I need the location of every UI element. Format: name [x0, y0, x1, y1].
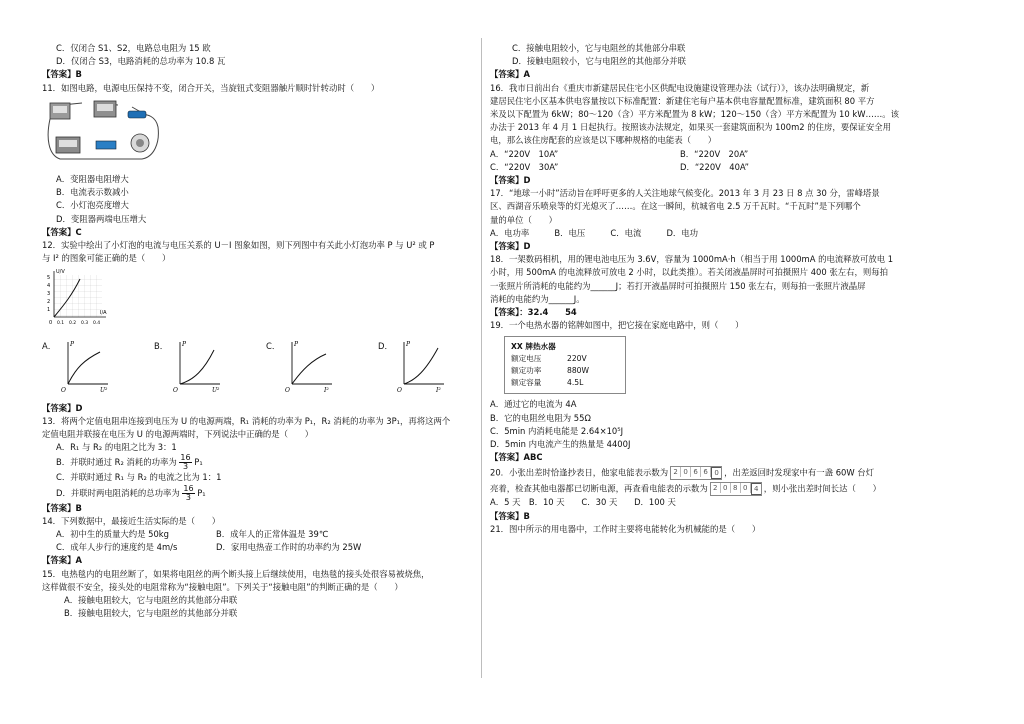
left-column [42, 42, 474, 620]
nameplate-row [511, 353, 619, 365]
circuit-photo [42, 97, 166, 165]
q17-line1: 17．“地球一小时”活动旨在呼吁更多的人关注地球气候变化。2013 年 3 月 23 日 8 点 30 分，雷峰塔景 [490, 188, 880, 199]
q12-stem-line1: 12．实验中绘出了小灯泡的电流与电压关系的 U－I 图象如图，则下列图中有关此小灯泡功率 P 与 U² 或 P [42, 240, 435, 251]
q14-row2 [42, 541, 474, 554]
q13-option-d-unit: P₁ [197, 487, 206, 498]
q16-line3: 米及以下配置为 6kW；80～120（含）平方米配置为 8 kW；120～150（含）平方米配置为 10 kW……。该 [490, 109, 900, 120]
q16-row1 [490, 148, 930, 161]
q20-options: A．5 天 B．10 天 C．30 天 D．100 天 [490, 497, 676, 508]
q20-answer: 【答案】B [490, 510, 530, 521]
meter-reading-end [710, 482, 762, 496]
nameplate-title: XX 牌热水器 [511, 342, 556, 352]
frac-num: 16 [180, 453, 191, 463]
option-label: A． [42, 340, 57, 351]
q13-option-a: A．R₁ 与 R₂ 的电阻之比为 3：1 [56, 442, 177, 453]
q19-option-b: B．它的电阻丝电阻为 55Ω [490, 412, 591, 423]
digit: 2 [711, 483, 721, 493]
origin: O [397, 386, 402, 394]
q17-line3: 量的单位（ ） [490, 214, 557, 225]
q13-option-c: C．并联时通过 R₁ 与 R₂ 的电流之比为 1：1 [56, 472, 222, 483]
nameplate-value: 4.5L [567, 378, 584, 388]
q15-option-a: A．接触电阻较大，它与电阻丝的其他部分串联 [64, 595, 238, 606]
q11-answer: 【答案】C [42, 226, 82, 237]
q12-option-c [266, 338, 336, 394]
q12-answer: 【答案】D [42, 402, 83, 413]
digit: 4 [751, 483, 761, 495]
q16-row2 [490, 161, 930, 174]
q11-option-c: C．小灯泡亮度增大 [56, 200, 129, 211]
right-column [490, 42, 930, 536]
graph-xlabel: I/A [100, 310, 107, 317]
q16-option-d: D．“220V 40A” [680, 161, 749, 172]
q13-answer: 【答案】B [42, 502, 82, 513]
q16-option-a: A．“220V 10A” [490, 148, 559, 159]
digit: 0 [711, 467, 721, 479]
ytick-3: 3 [47, 291, 51, 298]
x-label: I² [324, 386, 329, 394]
graph-ylabel: U/V [56, 269, 65, 276]
xtick-4: 0.4 [93, 321, 101, 327]
q18-line2: 小时，用 500mA 的电流释放可放电 2 小时，以此类推）。若关闭液晶屏时可拍摄照片 400 张左右，则每拍 [490, 267, 888, 278]
ytick-2: 2 [47, 299, 51, 306]
heater-nameplate [504, 336, 626, 394]
xtick-2: 0.2 [69, 321, 77, 327]
q10-option-d: D．仅闭合 S3，电路消耗的总功率为 10.8 瓦 [56, 56, 226, 67]
q15-stem-line2: 这样做很不安全，接头处的电阻常称为“接触电阻”。下列关于“接触电阻”的判断正确的是（ ） [42, 581, 403, 592]
origin: O [173, 386, 178, 394]
q10-option-c: C．仅闭合 S1、S2，电路总电阻为 15 欧 [56, 43, 211, 53]
x-label: U² [100, 386, 108, 394]
q12-option-b [154, 338, 224, 394]
q19-answer: 【答案】ABC [490, 452, 543, 463]
q14-answer: 【答案】A [42, 555, 82, 566]
q20-line2-tail: ，则小张出差时间长达（ ） [763, 483, 881, 494]
fraction [182, 485, 194, 502]
q11-option-b: B．电流表示数减小 [56, 187, 129, 198]
digit: 0 [681, 467, 691, 477]
q17-line2: 区、西湖音乐喷泉等的灯光熄灭了……。在这一瞬间，杭城省电 2.5 万千瓦时。“千瓦时”是下列哪个 [490, 201, 861, 212]
graph-b [172, 338, 224, 394]
q12-option-a [42, 338, 112, 394]
origin: O [61, 386, 66, 394]
q11-option-a: A．变阻器电阻增大 [56, 174, 129, 185]
q13-stem-line2: 定值电阻并联接在电压为 U 的电源两端时，下列说法中正确的是（ ） [42, 429, 314, 440]
q15-option-d: D．接触电阻较小，它与电阻丝的其他部分并联 [512, 56, 686, 67]
q11-circuit-figure [42, 97, 474, 169]
q16-line4: 办法于 2013 年 4 月 1 日起执行。按照该办法规定，如果买一套建筑面积为 100m2 的住房，要保证安全用 [490, 122, 891, 133]
q19-stem: 19．一个电热水器的铭牌如图中，把它接在家庭电路中，则（ ） [490, 320, 744, 331]
q20-line1 [490, 466, 930, 480]
q14-option-a: A．初中生的质量大约是 50kg [56, 529, 169, 540]
ytick-1: 1 [47, 307, 51, 314]
option-label: D． [378, 340, 393, 351]
q13-option-d [42, 485, 474, 502]
q15-option-c: C．接触电阻较小，它与电阻丝的其他部分串联 [512, 43, 686, 53]
ytick-4: 4 [47, 283, 51, 290]
graph-a [60, 338, 112, 394]
frac-num: 16 [183, 483, 194, 493]
q10-answer: 【答案】B [42, 69, 82, 80]
q13-option-b-text: B．并联时通过 R₂ 消耗的功率为 [56, 457, 177, 468]
q11-stem: 11．如图电路，电源电压保持不变，闭合开关，当旋钮式变阻器触片顺时针转动时（ ） [42, 82, 380, 93]
q18-line1: 18．一架数码相机，用的锂电池电压为 3.6V，容量为 1000mA·h（相当于用 1000mA 的电流释放可放电 1 [490, 254, 894, 265]
y-label: P [182, 340, 187, 348]
q19-option-d: D．5min 内电流产生的热量是 4400J [490, 439, 631, 450]
q15-answer: 【答案】A [490, 69, 530, 80]
q17-answer: 【答案】D [490, 241, 531, 252]
q13-option-d-text: D．并联时两电阻消耗的总功率为 [56, 487, 180, 498]
y-label: P [294, 340, 299, 348]
q12-option-d [378, 338, 448, 394]
nameplate-key: 额定功率 [511, 366, 542, 376]
digit: 8 [731, 483, 741, 493]
graph-d [396, 338, 448, 394]
nameplate-key: 额定电压 [511, 354, 542, 364]
digit: 0 [741, 483, 751, 493]
q13-option-b [42, 454, 474, 471]
q15-option-b: B．接触电阻较大，它与电阻丝的其他部分并联 [64, 608, 238, 619]
ytick-5: 5 [47, 275, 51, 282]
q14-stem: 14．下列数据中，最接近生活实际的是（ ） [42, 515, 221, 526]
y-label: P [70, 340, 75, 348]
q16-line5: 电，那么该住房配套的应该是以下哪种规格的电能表（ ） [490, 135, 717, 146]
nameplate-key: 额定容量 [511, 378, 542, 388]
origin: O [285, 386, 290, 394]
q12-stem-line2: 与 I² 的图象可能正确的是（ ） [42, 253, 171, 264]
xtick-3: 0.3 [81, 321, 89, 327]
q18-line3: 一张照片所消耗的电能约为______J；若打开液晶屏时可拍摄照片 150 张左右，则每拍一张照片液晶屏 [490, 280, 866, 291]
graph-c [284, 338, 336, 394]
q18-line4: 消耗的电能约为______J。 [490, 293, 585, 304]
q19-option-c: C．5min 内消耗电能是 2.64×10⁵J [490, 425, 624, 436]
q14-row1 [42, 528, 474, 541]
q14-option-d: D．家用电热壶工作时的功率约为 25W [216, 542, 362, 553]
x-label: I² [436, 386, 441, 394]
q19-option-a: A．通过它的电流为 4A [490, 399, 577, 410]
ui-graph [42, 267, 112, 329]
q17-options: A．电功率 B．电压 C．电流 D．电功 [490, 227, 699, 238]
q21-stem: 21．图中所示的用电器中，工作时主要将电能转化为机械能的是（ ） [490, 523, 761, 534]
frac-den: 3 [182, 462, 189, 472]
frac-den: 3 [185, 492, 192, 502]
q14-option-c: C．成年人步行的速度约是 4m/s [56, 542, 178, 553]
digit: 0 [721, 483, 731, 493]
q20-line1-text: 20．小张出差时恰逢抄表日，他家电能表示数为 [490, 467, 669, 478]
q20-line1-tail: ，出差返回时发现家中有一盏 60W 台灯 [724, 467, 875, 478]
q20-line2-text: 亮着，检查其他电器都已切断电源，再查看电能表的示数为 [490, 483, 708, 494]
q11-option-d: D．变阻器两端电压增大 [56, 213, 147, 224]
digit: 2 [671, 467, 681, 477]
q15-stem-line1: 15．电热毯内的电阻丝断了，如果将电阻丝的两个断头接上后继续使用，电热毯的接头处很容易被烧焦， [42, 568, 430, 579]
nameplate-value: 880W [567, 366, 590, 376]
option-label: C． [266, 340, 281, 351]
q13-stem-line1: 13．将两个定值电阻串连接到电压为 U 的电源两端，R₁ 消耗的功率为 P₁，R₂ 消耗的功率为 3P₁，再将这两个 [42, 415, 451, 426]
nameplate-row [511, 377, 619, 389]
q16-line1: 16．我市日前出台《重庆市新建居民住宅小区供配电设施建设管理办法（试行）》，该办法明确规定，新 [490, 82, 870, 93]
xtick-1: 0.1 [57, 321, 65, 327]
meter-reading-start [670, 466, 722, 480]
q16-line2: 建居民住宅小区基本供电容量按以下标准配置：新建住宅每户基本供电容量配置标准，建筑面积 80 平方 [490, 95, 875, 106]
q12-ui-graph [42, 267, 474, 333]
nameplate-row [511, 365, 619, 377]
origin-label: 0 [49, 320, 53, 327]
y-label: P [406, 340, 411, 348]
x-label: U² [212, 386, 220, 394]
q18-answer: 【答案】：32.4 54 [490, 307, 577, 318]
q12-options [42, 338, 474, 394]
q16-option-c: C．“220V 30A” [490, 161, 559, 172]
q13-option-b-unit: P₁ [194, 457, 203, 468]
digit: 6 [691, 467, 701, 477]
column-divider [481, 38, 482, 678]
q16-option-b: B．“220V 20A” [680, 148, 749, 159]
q20-line2 [490, 482, 930, 496]
digit: 6 [701, 467, 711, 477]
nameplate-value: 220V [567, 354, 587, 364]
q16-answer: 【答案】D [490, 175, 531, 186]
option-label: B． [154, 340, 169, 351]
fraction [179, 454, 191, 471]
q14-option-b: B．成年人的正常体温是 39℃ [216, 529, 329, 540]
